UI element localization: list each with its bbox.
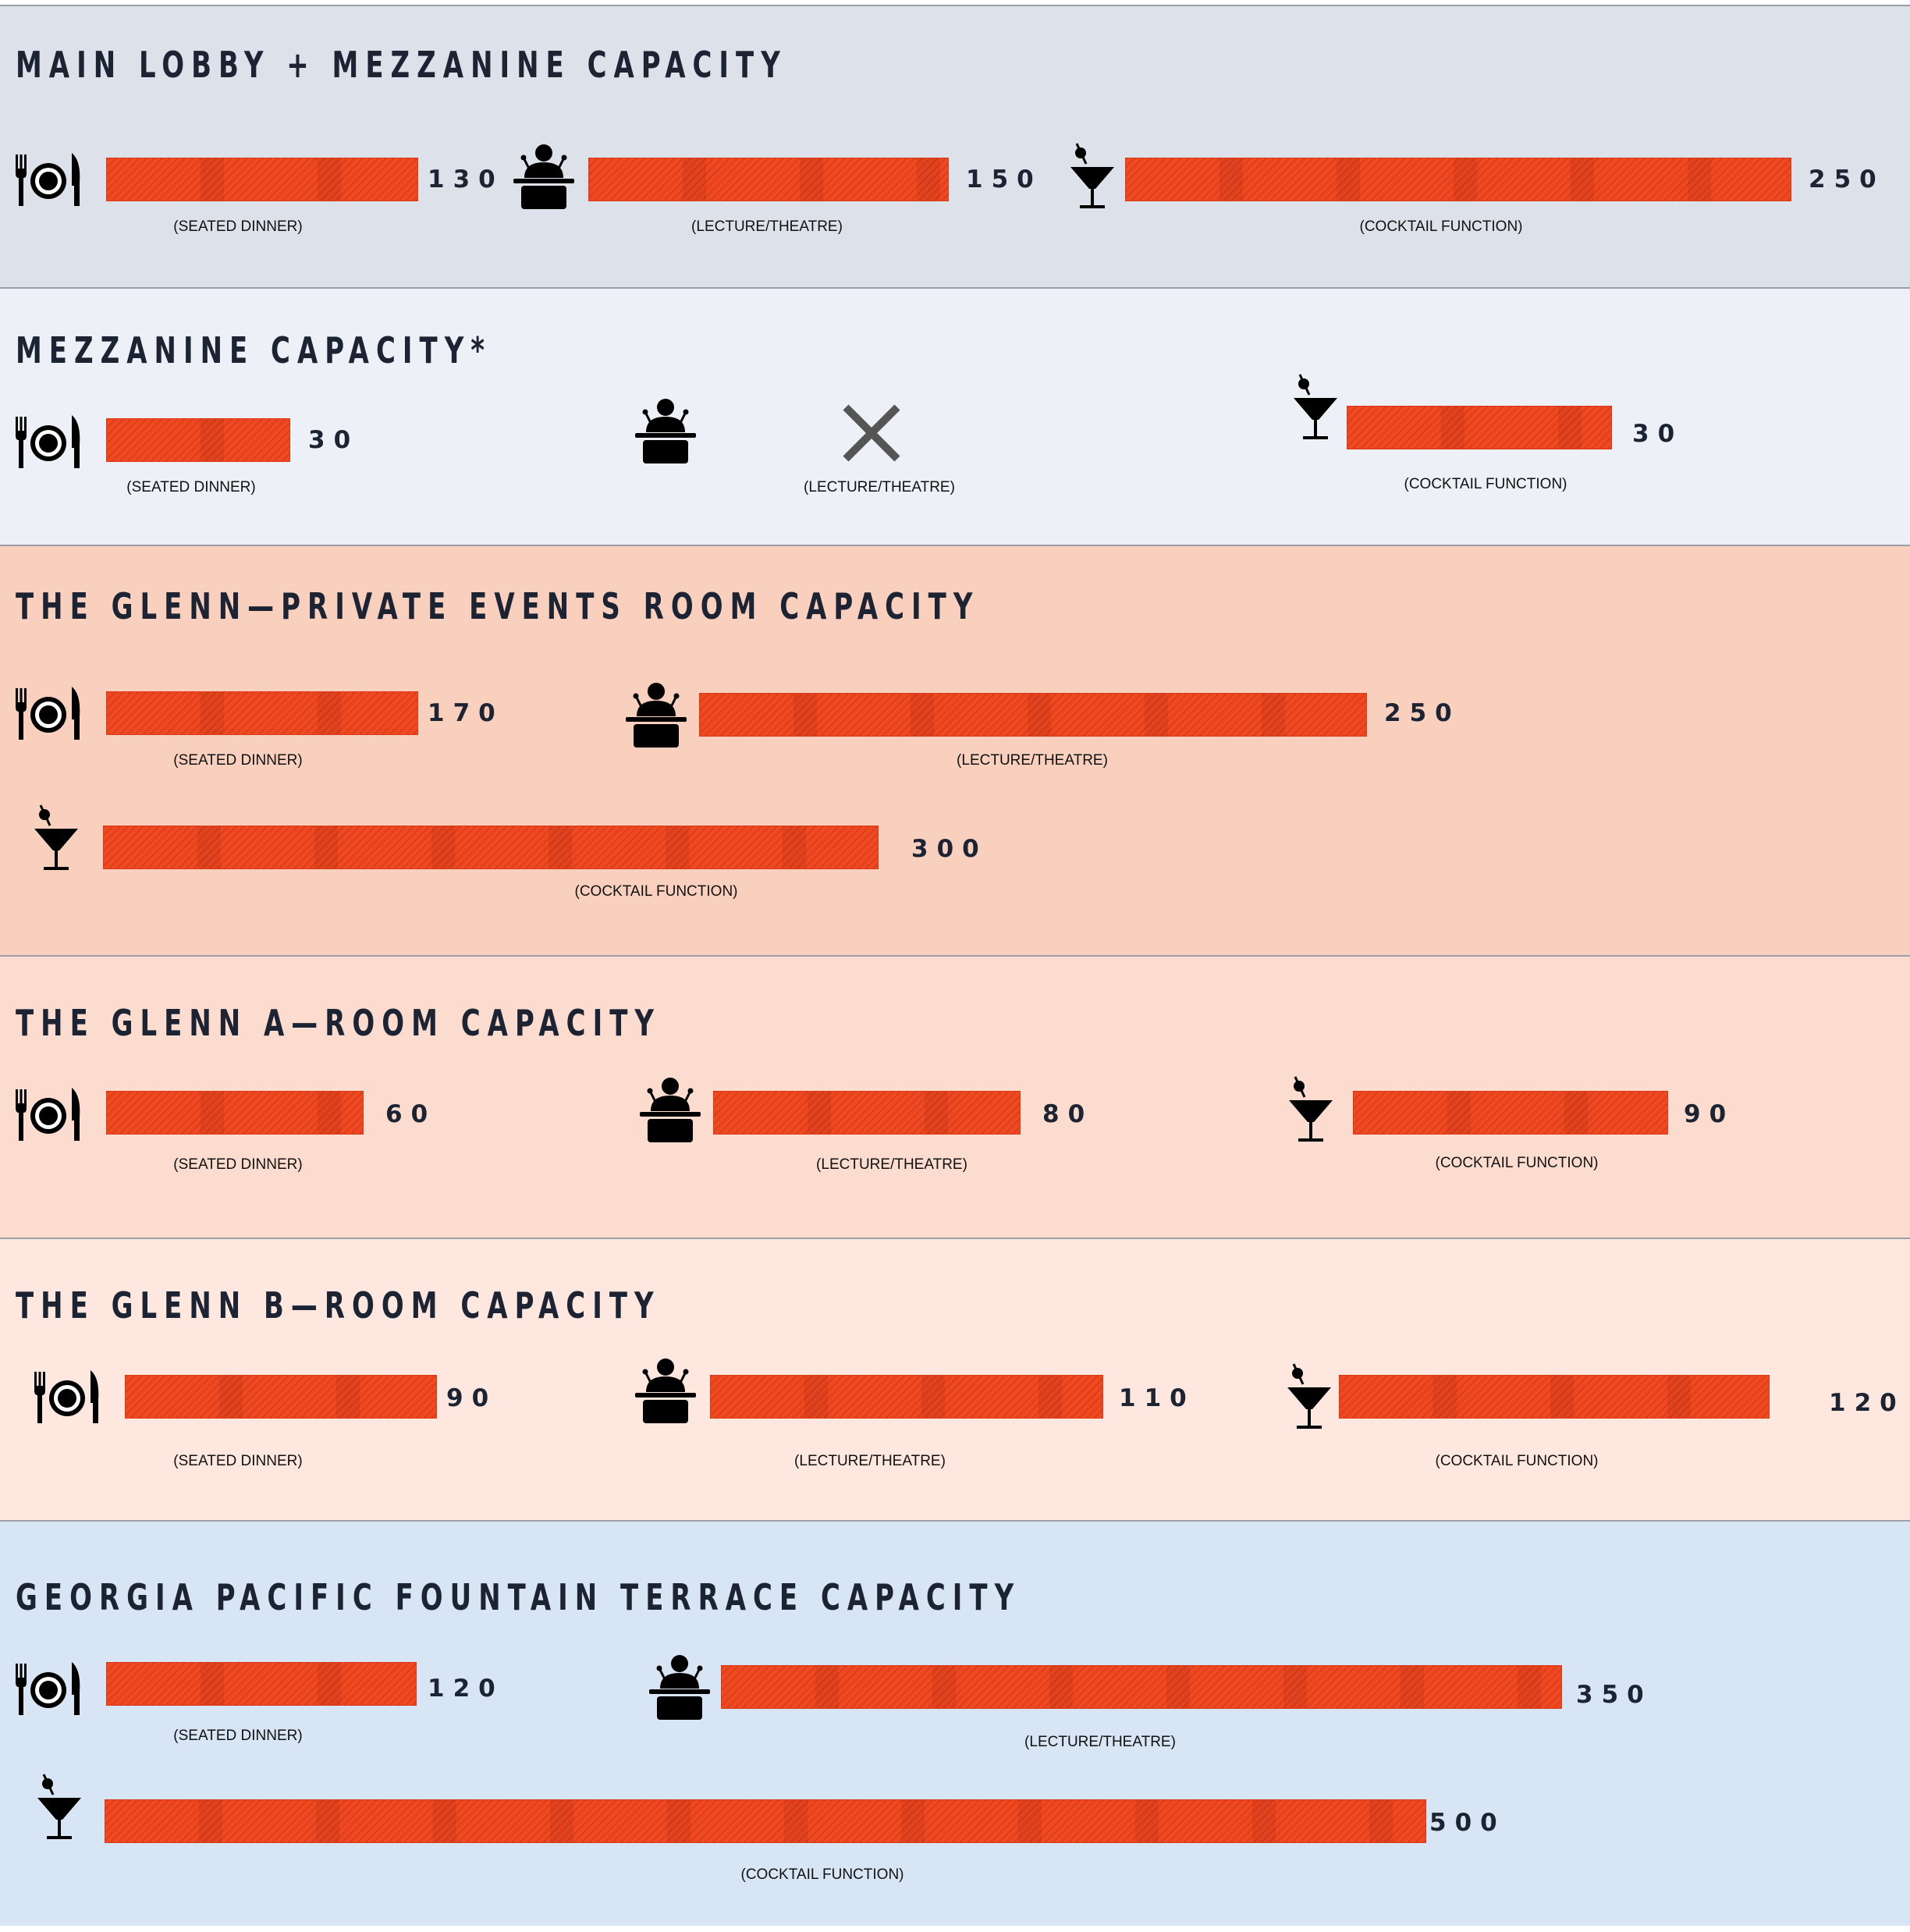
capacity-value-label: 30 (308, 426, 360, 454)
capacity-value-label: 120 (428, 1675, 504, 1703)
podium-speaker-icon (630, 396, 701, 467)
capacity-bar (1339, 1375, 1770, 1419)
capacity-bar (1125, 158, 1791, 201)
category-label: (LECTURE/THEATRE) (816, 1156, 967, 1173)
category-label: (LECTURE/THEATRE) (804, 479, 955, 495)
capacity-bar (710, 1375, 1103, 1419)
capacity-value-label: 130 (428, 165, 504, 194)
capacity-bar (1347, 406, 1612, 449)
category-label: (LECTURE/THEATRE) (691, 218, 843, 235)
cocktail-glass-icon (1063, 140, 1133, 211)
capacity-value-label: 80 (1042, 1100, 1094, 1128)
capacity-value-label: 300 (911, 835, 988, 863)
capacity-bar (106, 691, 418, 735)
capacity-value-label: 350 (1576, 1681, 1653, 1709)
capacity-section (0, 955, 1910, 1238)
capacity-bar (588, 158, 949, 201)
capacity-value-label: 170 (428, 699, 504, 727)
category-label: (SEATED DINNER) (173, 218, 303, 235)
capacity-value-label: 250 (1809, 165, 1885, 194)
capacity-bar (721, 1665, 1562, 1709)
capacity-bar (105, 1799, 1426, 1843)
dinner-plate-icon (33, 1369, 103, 1439)
section-title: THE GLENN B—ROOM CAPACITY (16, 1284, 661, 1326)
capacity-section (0, 1238, 1910, 1520)
category-label: (SEATED DINNER) (173, 752, 303, 769)
podium-speaker-icon (630, 1356, 701, 1426)
capacity-value-label: 150 (966, 165, 1042, 194)
category-label: (SEATED DINNER) (173, 1453, 303, 1469)
category-label: (COCKTAIL FUNCTION) (740, 1866, 904, 1883)
capacity-bar (699, 693, 1367, 737)
category-label: (COCKTAIL FUNCTION) (1404, 476, 1567, 492)
category-label: (LECTURE/THEATRE) (794, 1453, 946, 1469)
capacity-value-label: 30 (1632, 420, 1684, 448)
category-label: (LECTURE/THEATRE) (957, 752, 1108, 769)
section-title: THE GLENN A—ROOM CAPACITY (16, 1002, 661, 1044)
dinner-plate-icon (14, 151, 84, 222)
capacity-bar (106, 1091, 364, 1135)
dinner-plate-icon (14, 414, 84, 484)
capacity-bar (106, 1662, 417, 1706)
dinner-plate-icon (14, 1086, 84, 1156)
section-title: GEORGIA PACIFIC FOUNTAIN TERRACE CAPACITY (16, 1576, 1021, 1618)
dinner-plate-icon (14, 1660, 84, 1731)
capacity-value-label: 120 (1829, 1389, 1905, 1417)
capacity-section (0, 1520, 1910, 1926)
cocktail-glass-icon (30, 1771, 100, 1841)
capacity-bar (106, 158, 418, 201)
capacity-bar (103, 826, 879, 869)
capacity-section (0, 287, 1910, 545)
category-label: (COCKTAIL FUNCTION) (1435, 1155, 1599, 1171)
cocktail-glass-icon (1281, 1074, 1351, 1144)
capacity-value-label: 60 (385, 1100, 437, 1128)
capacity-bar (1353, 1091, 1668, 1135)
cocktail-glass-icon (27, 802, 97, 872)
dinner-plate-icon (14, 685, 84, 755)
category-label: (COCKTAIL FUNCTION) (574, 883, 738, 900)
section-title: THE GLENN—PRIVATE EVENTS ROOM CAPACITY (16, 585, 980, 627)
unavailable-x-icon (843, 404, 900, 466)
category-label: (SEATED DINNER) (126, 479, 256, 495)
category-label: (SEATED DINNER) (173, 1156, 303, 1173)
section-title: MEZZANINE CAPACITY* (16, 329, 492, 371)
category-label: (COCKTAIL FUNCTION) (1359, 218, 1523, 235)
podium-speaker-icon (509, 142, 579, 212)
category-label: (COCKTAIL FUNCTION) (1435, 1453, 1599, 1469)
podium-speaker-icon (635, 1075, 705, 1145)
category-label: (LECTURE/THEATRE) (1024, 1734, 1176, 1750)
capacity-bar (713, 1091, 1021, 1135)
capacity-bar (125, 1375, 437, 1419)
podium-speaker-icon (621, 680, 691, 751)
capacity-value-label: 90 (446, 1384, 498, 1412)
category-label: (SEATED DINNER) (173, 1728, 303, 1744)
capacity-bar (106, 418, 290, 462)
section-title: MAIN LOBBY + MEZZANINE CAPACITY (16, 44, 787, 86)
capacity-section (0, 545, 1910, 955)
capacity-value-label: 90 (1684, 1100, 1735, 1128)
podium-speaker-icon (644, 1653, 715, 1723)
capacity-value-label: 500 (1429, 1809, 1506, 1837)
capacity-section (0, 5, 1910, 287)
capacity-value-label: 250 (1384, 699, 1461, 727)
cocktail-glass-icon (1286, 371, 1356, 442)
capacity-value-label: 110 (1119, 1384, 1195, 1412)
